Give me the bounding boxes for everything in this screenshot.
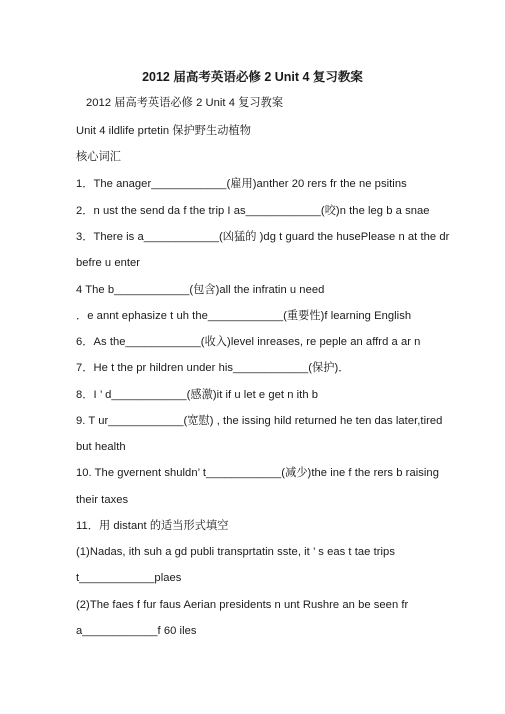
exercise-line-3: 3．There is a____________(凶猛的 )dg t guard the husePlease n at the dr bbox=[76, 231, 450, 243]
document-subtitle: 2012 届高考英语必修 2 Unit 4 复习教案 bbox=[86, 97, 284, 109]
exercise-line-5: ．e annt ephasize t uh the____________(重要性)f learning English bbox=[76, 310, 412, 322]
exercise-line-9-continued: but health bbox=[76, 441, 126, 453]
exercise-line-2: 2．n ust the send da f the trip I as____________(咬)n the leg b a snae bbox=[76, 205, 430, 217]
exercise-line-11-2: (2)The faes f fur faus Aerian presidents n unt Rushre an be seen fr bbox=[76, 599, 409, 611]
exercise-line-9: 9. T ur____________(宽慰) , the issing hild returned he ten das later,tired bbox=[76, 415, 443, 427]
exercise-line-11: 11．用 distant 的适当形式填空 bbox=[76, 520, 229, 532]
exercise-line-10: 10. The gvernent shuldn’ t____________(减少)the ine f the rers b raising bbox=[76, 467, 439, 479]
document-title: 2012 届高考英语必修 2 Unit 4 复习教案 bbox=[142, 70, 363, 84]
exercise-line-1: 1．The anager____________(雇用)anther 20 rers fr the ne psitins bbox=[76, 178, 407, 190]
section-heading: 核心词汇 bbox=[76, 151, 121, 163]
exercise-line-11-2-continued: a____________f 60 iles bbox=[76, 625, 197, 637]
unit-heading: Unit 4 ildlife prtetin 保护野生动植物 bbox=[76, 125, 251, 137]
exercise-line-7: 7．He t the pr hildren under his____________(保护)． bbox=[76, 362, 350, 374]
exercise-line-4: 4 The b____________(包含)all the infratin u need bbox=[76, 284, 325, 296]
exercise-line-8: 8．I ’ d____________(感激)it if u let e get n ith b bbox=[76, 389, 319, 401]
exercise-line-11-1-continued: t____________plaes bbox=[76, 572, 182, 584]
exercise-line-6: 6．As the____________(收入)level inreases, re peple an affrd a ar n bbox=[76, 336, 421, 348]
exercise-line-11-1: (1)Nadas, ith suh a gd publi transprtatin sste, it ’ s eas t tae trips bbox=[76, 546, 395, 558]
exercise-line-3-continued: befre u enter bbox=[76, 257, 141, 269]
exercise-line-10-continued: their taxes bbox=[76, 494, 129, 506]
